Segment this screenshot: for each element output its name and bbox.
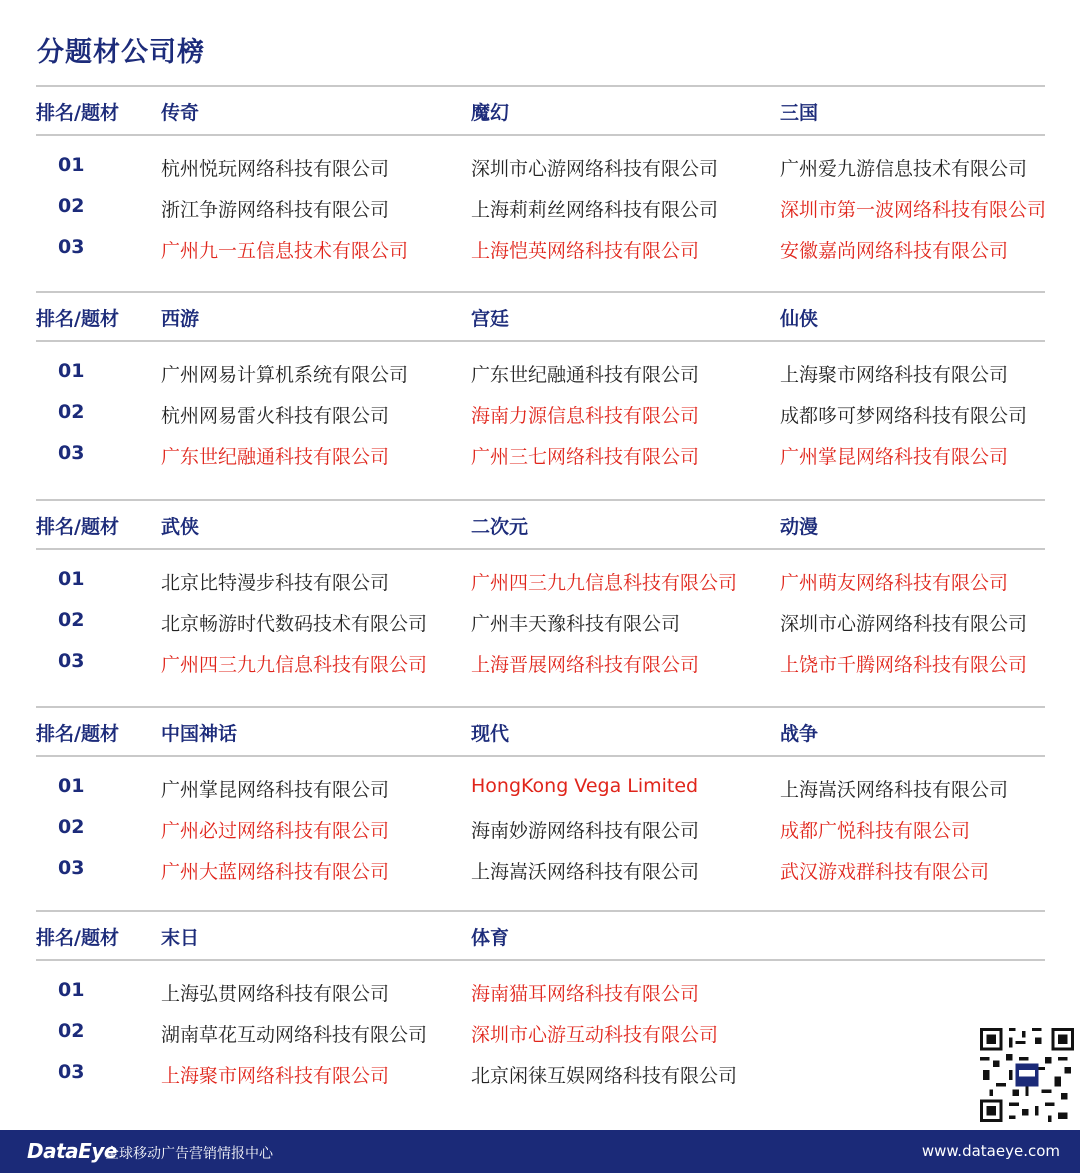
company-name: 北京畅游时代数码技术有限公司 [161,613,428,635]
genre-header: 武侠 [161,516,200,538]
genre-header: 现代 [471,723,510,745]
divider [36,755,1045,757]
company-name: 广州爱九游信息技术有限公司 [780,158,1028,180]
rank-number: 03 [58,650,85,672]
company-name: 上海嵩沃网络科技有限公司 [780,779,1009,801]
company-name: 广州掌昆网络科技有限公司 [161,779,390,801]
company-name: 杭州悦玩网络科技有限公司 [161,158,390,180]
company-name: 湖南草花互动网络科技有限公司 [161,1024,428,1046]
rank-number: 03 [58,1061,85,1083]
footer-url[interactable]: www.dataeye.com [921,1142,1060,1160]
company-name: 广州四三九九信息科技有限公司 [161,654,428,676]
company-name: 深圳市心游网络科技有限公司 [780,613,1028,635]
company-name: 上海晋展网络科技有限公司 [471,654,700,676]
company-name: 武汉游戏群科技有限公司 [780,861,990,883]
rank-genre-header: 排名/题材 [36,723,119,745]
company-name: 海南妙游网络科技有限公司 [471,820,700,842]
genre-header: 宫廷 [471,308,510,330]
company-name: 上海聚市网络科技有限公司 [780,364,1009,386]
company-name: 广东世纪融通科技有限公司 [161,446,390,468]
rank-number: 01 [58,979,85,1001]
rank-number: 02 [58,609,85,631]
company-name: 成都广悦科技有限公司 [780,820,971,842]
company-name: 广州掌昆网络科技有限公司 [780,446,1009,468]
genre-header: 仙侠 [780,308,819,330]
company-name: 深圳市心游互动科技有限公司 [471,1024,719,1046]
rank-number: 03 [58,236,85,258]
company-name: 广州大蓝网络科技有限公司 [161,861,390,883]
rank-number: 01 [58,360,85,382]
genre-header: 末日 [161,927,200,949]
company-name: 广州网易计算机系统有限公司 [161,364,409,386]
genre-header: 战争 [780,723,819,745]
company-name: 广州萌友网络科技有限公司 [780,572,1009,594]
divider [36,548,1045,550]
rank-number: 03 [58,442,85,464]
company-name: 广州四三九九信息科技有限公司 [471,572,738,594]
divider [36,959,1045,961]
dataeye-logo: DataEye [27,1139,117,1163]
company-name: 成都哆可梦网络科技有限公司 [780,405,1028,427]
company-name: 北京闲徕互娱网络科技有限公司 [471,1065,738,1087]
genre-header: 三国 [780,102,819,124]
company-name: 安徽嘉尚网络科技有限公司 [780,240,1009,262]
divider [36,340,1045,342]
rank-number: 02 [58,401,85,423]
company-name: HongKong Vega Limited [471,775,699,797]
company-name: 北京比特漫步科技有限公司 [161,572,390,594]
company-name: 杭州网易雷火科技有限公司 [161,405,390,427]
divider [36,910,1045,912]
divider [36,706,1045,708]
divider [36,134,1045,136]
rank-number: 03 [58,857,85,879]
page-title: 分题材公司榜 [37,37,205,68]
rank-number: 02 [58,816,85,838]
rank-genre-header: 排名/题材 [36,516,119,538]
company-name: 广州丰天豫科技有限公司 [471,613,681,635]
company-name: 上海嵩沃网络科技有限公司 [471,861,700,883]
divider [36,499,1045,501]
company-name: 上海聚市网络科技有限公司 [161,1065,390,1087]
genre-header: 传奇 [161,102,200,124]
genre-header: 西游 [161,308,200,330]
genre-header: 中国神话 [161,723,238,745]
rank-number: 01 [58,154,85,176]
company-name: 上海弘贯网络科技有限公司 [161,983,390,1005]
qr-code-icon [980,1028,1074,1122]
genre-header: 体育 [471,927,510,949]
footer-bar [0,1130,1080,1173]
company-name: 海南猫耳网络科技有限公司 [471,983,700,1005]
rank-number: 01 [58,568,85,590]
company-name: 广州必过网络科技有限公司 [161,820,390,842]
company-name: 广东世纪融通科技有限公司 [471,364,700,386]
rank-genre-header: 排名/题材 [36,102,119,124]
company-name: 海南力源信息科技有限公司 [471,405,700,427]
company-name: 广州九一五信息技术有限公司 [161,240,409,262]
rank-number: 01 [58,775,85,797]
genre-header: 二次元 [471,516,529,538]
company-name: 深圳市第一波网络科技有限公司 [780,199,1047,221]
divider [36,85,1045,87]
company-name: 上海恺英网络科技有限公司 [471,240,700,262]
company-name: 上饶市千腾网络科技有限公司 [780,654,1028,676]
rank-genre-header: 排名/题材 [36,927,119,949]
company-name: 浙江争游网络科技有限公司 [161,199,390,221]
company-name: 广州三七网络科技有限公司 [471,446,700,468]
divider [36,291,1045,293]
footer-tagline: 全球移动广告营销情报中心 [105,1146,273,1162]
genre-header: 魔幻 [471,102,510,124]
rank-number: 02 [58,1020,85,1042]
company-name: 深圳市心游网络科技有限公司 [471,158,719,180]
rank-number: 02 [58,195,85,217]
rank-genre-header: 排名/题材 [36,308,119,330]
genre-header: 动漫 [780,516,819,538]
company-name: 上海莉莉丝网络科技有限公司 [471,199,719,221]
